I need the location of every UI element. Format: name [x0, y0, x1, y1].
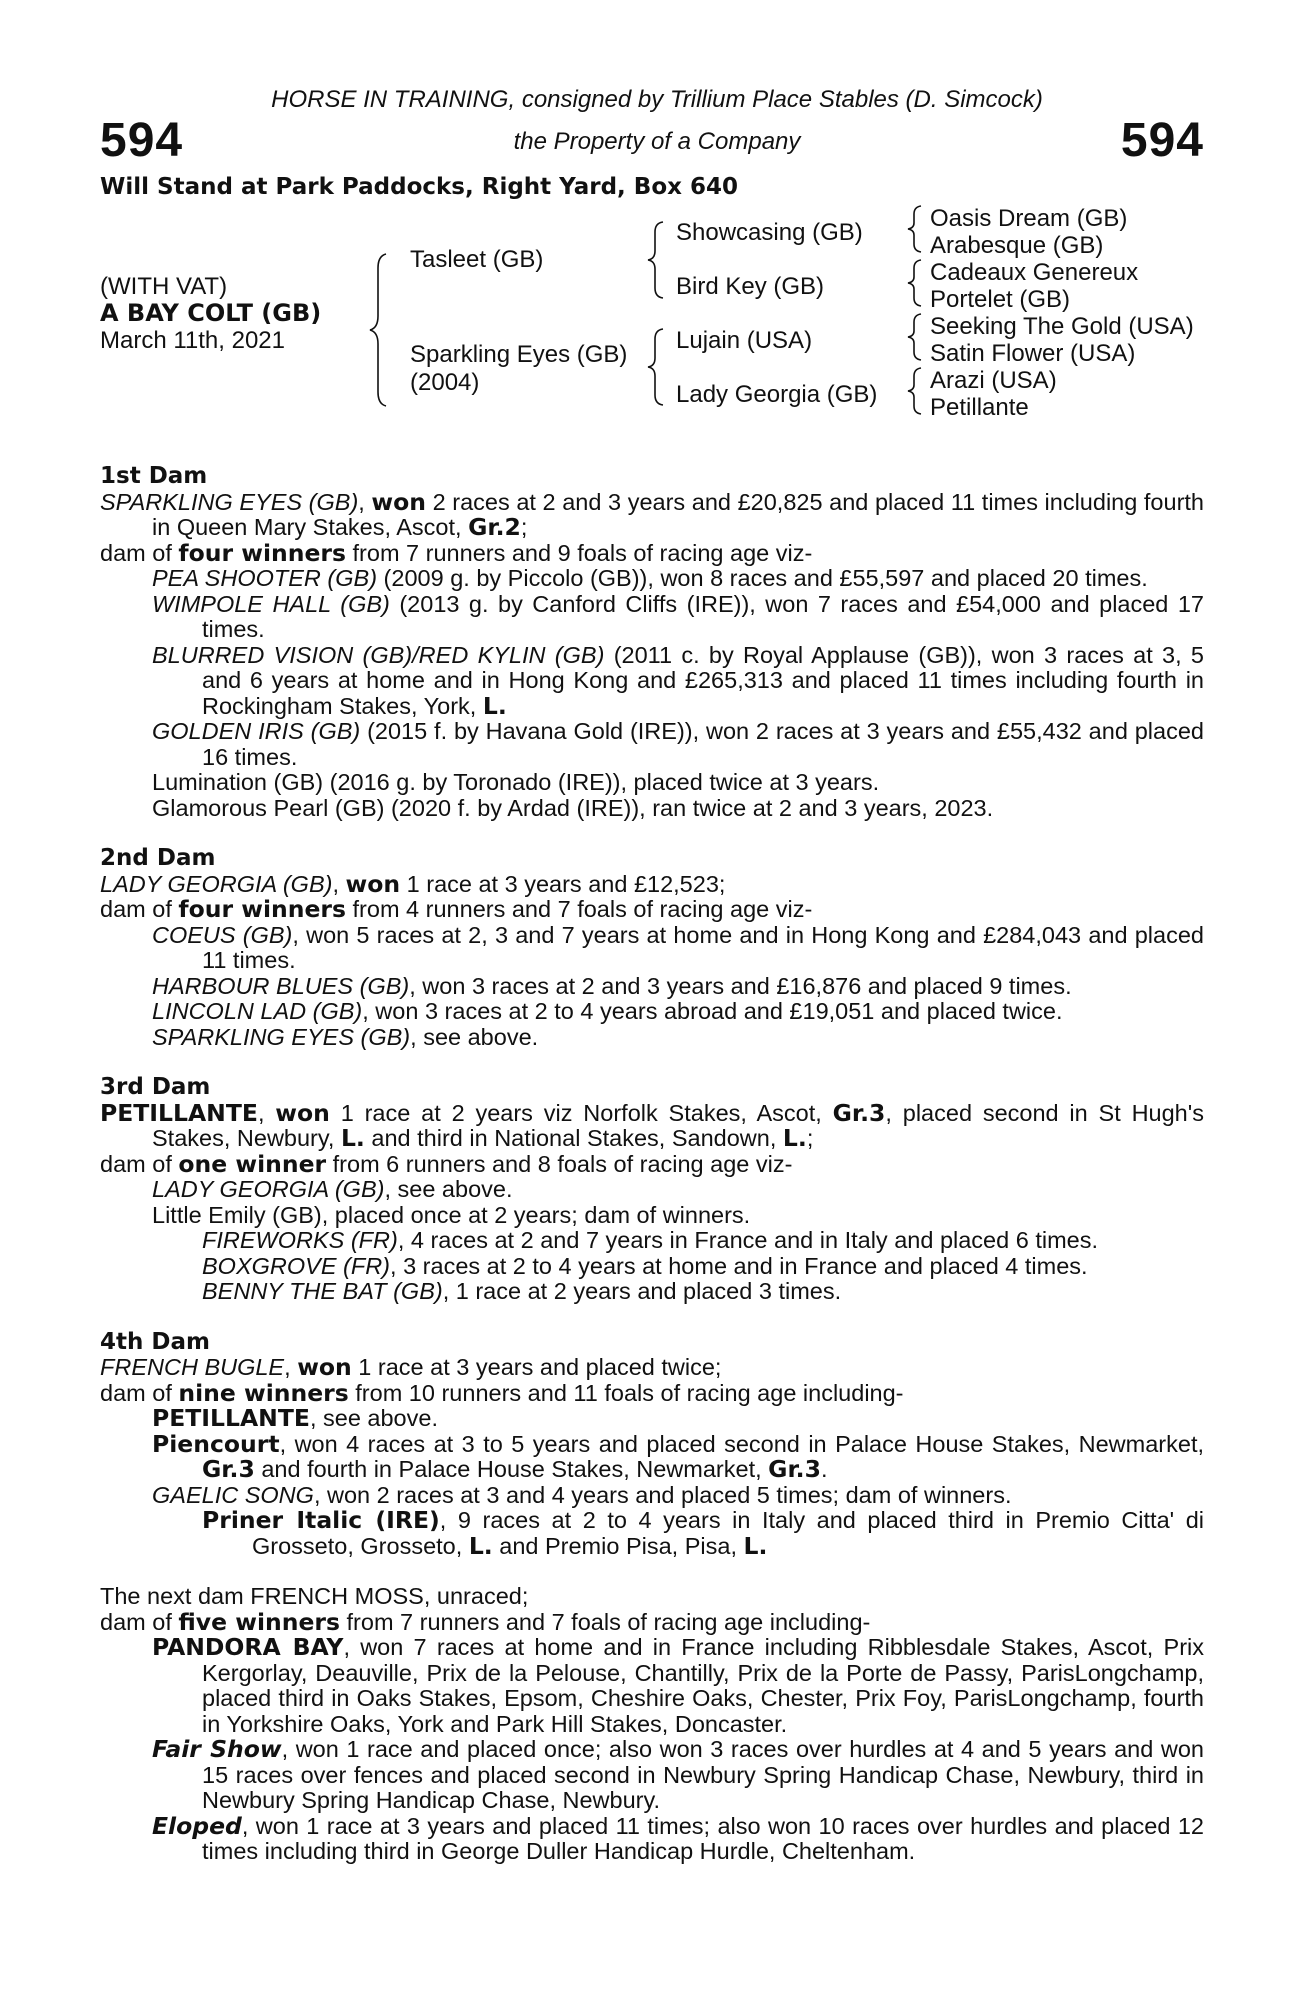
brace-g3: [905, 311, 925, 363]
property-line: the Property of a Company: [513, 128, 801, 155]
text-run: , won 1 race at 3 years and placed 11 times; also won 10 races over hurdles and placed 12 times including third in George Duller Handicap Hurdle, Cheltenham.: [202, 1812, 1204, 1864]
grandsire-1: Oasis Dream (GB): [930, 205, 1128, 232]
vat-note: (WITH VAT): [100, 273, 228, 300]
dam-year: (2004): [410, 369, 480, 396]
text-run: Gr.2: [468, 513, 521, 541]
text-run: from 7 runners and 9 foals of racing age viz-: [346, 539, 813, 566]
lot-number-left: 594: [100, 114, 184, 167]
text-run: GAELIC SONG: [152, 1481, 314, 1508]
text-run: , 9 races at 2 to 4 years in Italy and placed third in Premio Citta' di Grosseto, Grosseto,: [252, 1507, 1204, 1559]
text-run: , see above.: [384, 1176, 513, 1202]
text-run: (2013 g. by Canford Cliffs (IRE)), won 7 races and £54,000 and placed 17 times.: [202, 590, 1204, 642]
produce-entry: [100, 796, 1204, 822]
dam-summary: [100, 1584, 1204, 1610]
produce-entry: [100, 592, 1204, 643]
dam: Sparkling Eyes (GB): [410, 341, 628, 368]
sire-sire: Showcasing (GB): [676, 219, 863, 246]
section-gap: [100, 1559, 1204, 1584]
text-run: , see above.: [410, 1023, 539, 1050]
text-run: L.: [482, 691, 507, 720]
text-run: , see above.: [309, 1405, 438, 1431]
produce-entry: [100, 1508, 1204, 1559]
grandsire-3: Seeking The Gold (USA): [930, 313, 1194, 340]
brace-sire: [645, 218, 667, 302]
text-run: dam of: [100, 896, 179, 922]
dam-sire: Lujain (USA): [676, 327, 813, 354]
text-run: won: [275, 1098, 330, 1127]
text-run: Little Emily (GB), placed once at 2 years; dam of winners.: [152, 1201, 751, 1228]
text-run: The next dam FRENCH MOSS, unraced;: [100, 1583, 529, 1609]
text-run: FIREWORKS (FR): [202, 1227, 398, 1253]
section-gap: [100, 1050, 1204, 1075]
brace-g4: [905, 365, 925, 417]
section-heading: 4th Dam: [100, 1328, 210, 1355]
text-run: BLURRED VISION (GB)/RED KYLIN (GB): [152, 641, 605, 668]
produce-entry: [100, 1228, 1204, 1254]
text-run: one winner: [178, 1149, 327, 1178]
granddam-2: Portelet (GB): [930, 286, 1071, 313]
produce-entry: [100, 1406, 1204, 1432]
text-run: FRENCH BUGLE: [100, 1354, 285, 1380]
text-run: SPARKLING EYES (GB): [100, 488, 359, 515]
text-run: Gr.3: [832, 1098, 886, 1127]
text-run: , 4 races at 2 and 7 years in France and in Italy and placed 6 times.: [397, 1227, 1098, 1253]
text-run: (2015 f. by Havana Gold (IRE)), won 2 races at 3 years and £55,432 and placed 16 times.: [202, 718, 1204, 770]
produce-entry: [100, 1254, 1204, 1280]
produce-entry: [100, 1635, 1204, 1737]
brace-g1: [905, 203, 925, 255]
text-run: Gr.3: [202, 1455, 255, 1483]
dam-summary: [100, 1355, 1204, 1381]
text-run: LINCOLN LAD (GB): [152, 998, 363, 1024]
text-run: five winners: [178, 1607, 340, 1636]
text-run: , 3 races at 2 to 4 years at home and in France and placed 4 times.: [390, 1252, 1088, 1279]
sire-dam: Bird Key (GB): [676, 273, 825, 300]
text-run: 2 races at 2 and 3 years and £20,825 and placed 11 times including fourth in Queen Mary Stakes, Ascot,: [152, 488, 1204, 540]
text-run: ,: [358, 488, 372, 515]
text-run: Gr.3: [768, 1455, 821, 1483]
text-run: Piencourt: [152, 1429, 280, 1458]
text-run: four winners: [178, 538, 346, 567]
text-run: COEUS (GB): [152, 921, 293, 948]
dam-summary: [100, 487, 1204, 541]
section-gap: [100, 1305, 1204, 1330]
produce-entry: [100, 770, 1204, 796]
text-run: and third in National Stakes, Sandown,: [364, 1125, 783, 1151]
section-gap: [100, 821, 1204, 846]
text-run: WIMPOLE HALL (GB): [152, 590, 390, 617]
text-run: from 6 runners and 8 foals of racing age viz-: [326, 1150, 793, 1177]
text-run: L.: [782, 1124, 807, 1152]
produce-entry: [100, 643, 1204, 720]
text-run: dam of: [100, 1150, 179, 1177]
dam-dam: Lady Georgia (GB): [676, 381, 878, 408]
produce-entry: [100, 1279, 1204, 1305]
brace-dam: [645, 325, 667, 409]
produce-entry: [100, 999, 1204, 1025]
text-run: PETILLANTE: [100, 1098, 258, 1127]
section-heading: 1st Dam: [100, 463, 208, 489]
text-run: from 7 runners and 7 foals of racing age including-: [339, 1608, 871, 1635]
produce-record: [100, 464, 1204, 1865]
text-run: Glamorous Pearl (GB) (2020 f. by Ardad (IRE)), ran twice at 2 and 3 years, 2023.: [152, 794, 994, 821]
text-run: PETILLANTE: [152, 1404, 310, 1432]
dam-of-line: [100, 1149, 1204, 1178]
sire: Tasleet (GB): [410, 246, 544, 273]
produce-entry: [100, 1429, 1204, 1483]
grandsire-2: Cadeaux Genereux: [930, 259, 1139, 286]
granddam-4: Petillante: [930, 394, 1029, 421]
text-run: Priner Italic (IRE): [202, 1506, 440, 1534]
text-run: , won 3 races at 2 to 4 years abroad and £19,051 and placed twice.: [362, 998, 1063, 1024]
section-heading: 3rd Dam: [100, 1074, 211, 1100]
text-run: and fourth in Palace House Stakes, Newmarket,: [254, 1456, 769, 1482]
text-run: 1 race at 2 years viz Norfolk Stakes, Ascot,: [329, 1099, 833, 1126]
text-run: BENNY THE BAT (GB): [202, 1278, 443, 1304]
text-run: from 10 runners and 11 foals of racing age including-: [348, 1379, 904, 1406]
produce-entry: [100, 1203, 1204, 1229]
text-run: , 1 race at 2 years and placed 3 times.: [442, 1278, 842, 1304]
text-run: , won 1 race and placed once; also won 3 races over hurdles at 4 and 5 years and won 15 races over fences and placed second in Newbury Spring Handicap Chase, Newbury, third in Newbury Spring Handicap Chase, Newbury.: [202, 1736, 1204, 1813]
text-run: HARBOUR BLUES (GB): [152, 972, 410, 999]
text-run: L.: [340, 1124, 365, 1152]
text-run: ,: [284, 1354, 298, 1380]
text-run: LADY GEORGIA (GB): [100, 870, 333, 897]
foaling-date: March 11th, 2021: [100, 327, 286, 354]
dam-summary: [100, 869, 1204, 898]
text-run: 1 race at 3 years and placed twice;: [351, 1354, 722, 1380]
text-run: SPARKLING EYES (GB): [152, 1023, 411, 1050]
text-run: L.: [743, 1531, 768, 1560]
text-run: four winners: [178, 895, 346, 923]
text-run: , won 4 races at 3 to 5 years and placed second in Palace House Stakes, Newmarket,: [279, 1430, 1204, 1457]
produce-entry: [100, 1177, 1204, 1203]
text-run: Fair Show: [152, 1735, 282, 1763]
dam-of-line: [100, 1607, 1204, 1636]
text-run: dam of: [100, 539, 179, 566]
stand-line: Will Stand at Park Paddocks, Right Yard, Box 640: [100, 174, 738, 200]
dam-of-line: [100, 538, 1204, 567]
text-run: L.: [468, 1531, 493, 1560]
dam-of-line: [100, 1378, 1204, 1407]
text-run: won: [345, 869, 401, 898]
text-run: ,: [332, 870, 346, 897]
produce-entry: [100, 1737, 1204, 1814]
text-run: BOXGROVE (FR): [202, 1252, 391, 1279]
text-run: Eloped: [152, 1811, 242, 1840]
text-run: ;: [520, 514, 528, 540]
produce-entry: [100, 1025, 1204, 1051]
text-run: ,: [257, 1099, 276, 1126]
text-run: Lumination (GB) (2016 g. by Toronado (IRE)), placed twice at 3 years.: [152, 769, 880, 795]
produce-entry: [100, 923, 1204, 974]
granddam-3: Satin Flower (USA): [930, 340, 1136, 367]
produce-entry: [100, 1811, 1204, 1865]
brace-main: [368, 250, 392, 410]
text-run: GOLDEN IRIS (GB): [152, 718, 361, 744]
consignor-line: HORSE IN TRAINING, consigned by Trillium Place Stables (D. Simcock): [271, 86, 1043, 113]
dam-of-line: [100, 897, 1204, 923]
produce-entry: [100, 719, 1204, 770]
text-run: dam of: [100, 1608, 179, 1635]
text-run: .: [820, 1456, 828, 1482]
text-run: ;: [806, 1125, 814, 1151]
produce-entry: [100, 1483, 1204, 1509]
text-run: 1 race at 3 years and £12,523;: [400, 870, 726, 897]
section-heading: 2nd Dam: [100, 845, 216, 871]
text-run: and Premio Pisa, Pisa,: [492, 1532, 744, 1559]
horse-description: A BAY COLT (GB): [100, 299, 322, 327]
text-run: dam of: [100, 1379, 179, 1406]
text-run: , placed second in St Hugh's Stakes, Newbury,: [152, 1099, 1204, 1151]
text-run: won: [371, 487, 427, 516]
text-run: (2011 c. by Royal Applause (GB)), won 3 races at 3, 5 and 6 years at home and in Hong Kong and £265,313 and placed 11 times including fourth in Rockingham Stakes, York,: [202, 641, 1204, 719]
granddam-1: Arabesque (GB): [930, 232, 1104, 259]
grandsire-4: Arazi (USA): [930, 367, 1057, 394]
text-run: PEA SHOOTER (GB): [152, 565, 378, 591]
lot-number-right: 594: [1120, 114, 1204, 167]
brace-g2: [905, 257, 925, 309]
text-run: won: [297, 1353, 352, 1381]
produce-entry: [100, 566, 1204, 592]
text-run: , won 7 races at home and in France including Ribblesdale Stakes, Ascot, Prix Kergorlay, Deauville, Prix de la Pelouse, Chantilly, Prix de la Porte de Passy, ParisLongchamp, placed third in Oaks Stakes, Epsom, Cheshire Oaks, Chester, Prix Foy, ParisLongchamp, fourth in Yorkshire Oaks, York and Park Hill Stakes, Doncaster.: [202, 1634, 1204, 1737]
text-run: nine winners: [178, 1378, 349, 1407]
text-run: PANDORA BAY: [152, 1633, 344, 1661]
text-run: , won 2 races at 3 and 4 years and placed 5 times; dam of winners.: [313, 1481, 1012, 1508]
dam-summary: [100, 1098, 1204, 1152]
text-run: from 4 runners and 7 foals of racing age viz-: [346, 896, 813, 922]
text-run: (2009 g. by Piccolo (GB)), won 8 races and £55,597 and placed 20 times.: [377, 565, 1148, 591]
text-run: , won 5 races at 2, 3 and 7 years at home and in Hong Kong and £284,043 and placed 11 times.: [202, 921, 1204, 973]
text-run: LADY GEORGIA (GB): [152, 1176, 385, 1202]
produce-entry: [100, 974, 1204, 1000]
text-run: , won 3 races at 2 and 3 years and £16,876 and placed 9 times.: [409, 972, 1072, 999]
